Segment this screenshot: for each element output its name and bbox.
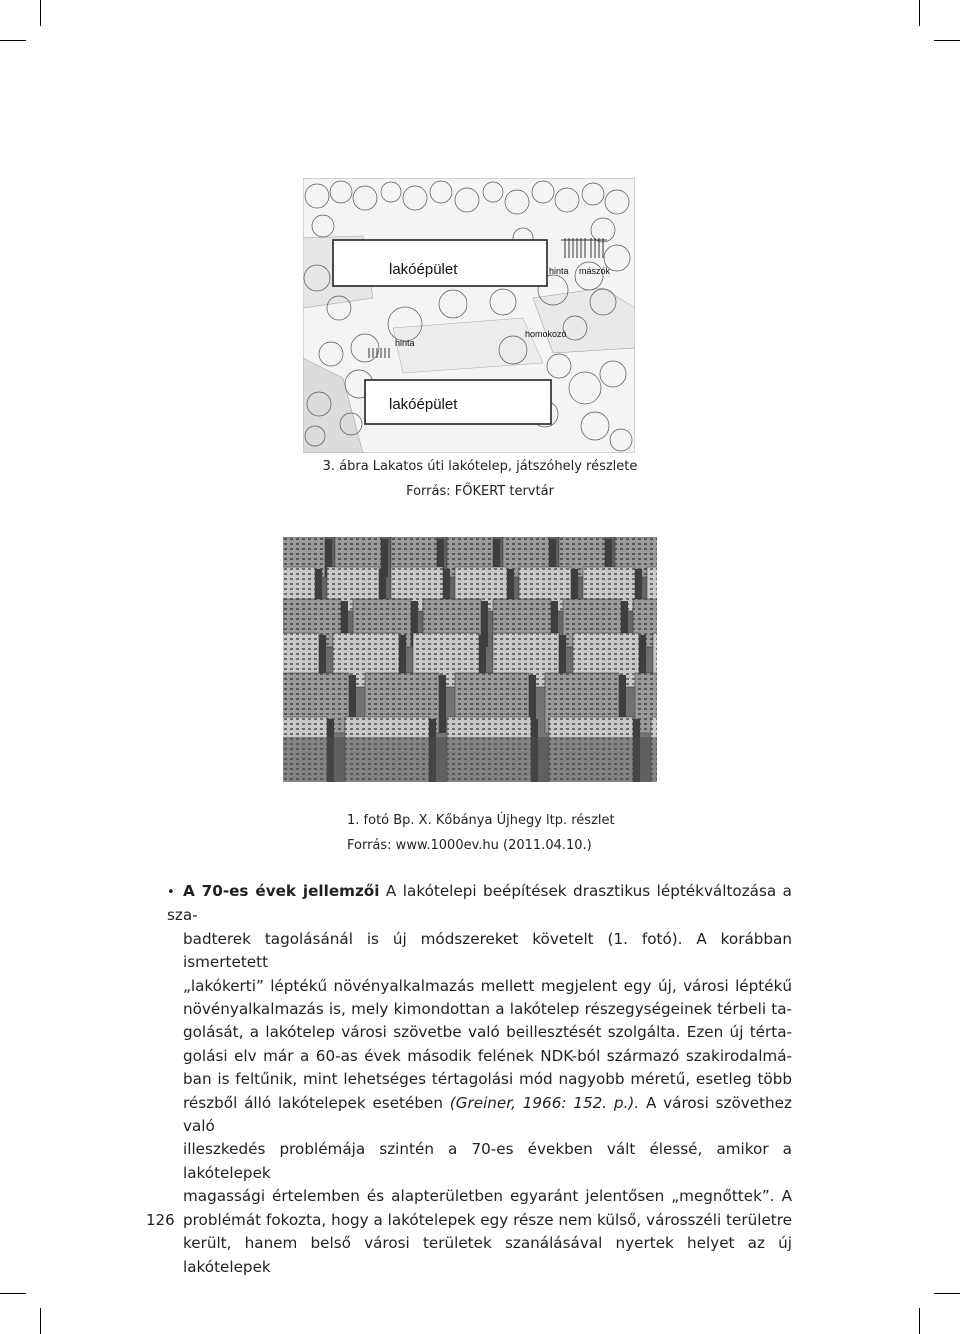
figure3-caption-title: 3. ábra Lakatos úti lakótelep, játszóhely részlete bbox=[322, 459, 638, 474]
label-climber: mászók bbox=[579, 266, 611, 276]
label-sandbox: homokozó bbox=[525, 329, 567, 339]
playground-site-plan bbox=[303, 178, 635, 453]
citation: (Greiner, 1966: 152. p.). bbox=[449, 1093, 640, 1112]
label-building-bottom: lakóépület bbox=[389, 396, 458, 413]
label-building-top: lakóépület bbox=[389, 261, 458, 278]
body-line-12: került, hanem belső városi területek szanálásával nyertek helyet az új lakótelepek bbox=[183, 1234, 792, 1276]
figure3-caption-source: Forrás: FŐKERT tervtár bbox=[406, 484, 554, 499]
bullet-icon: • bbox=[167, 885, 175, 900]
body-line-4: növényalkalmazás is, mely kimondottan a lakótelep részegységeinek térbeli ta- bbox=[183, 1000, 792, 1019]
crop-mark-bottom-right-horizontal bbox=[934, 1293, 960, 1294]
body-line-1: • A 70-es évek jellemzői A lakótelepi beépítések drasztikus léptékváltozása a sza- bbox=[167, 882, 792, 925]
body-line-8: részből álló lakótelepek esetében (Greiner, 1966: 152. p.). A városi szövethez való bbox=[183, 1093, 792, 1136]
crop-mark-bottom-left bbox=[40, 1308, 41, 1334]
photo1-caption-title: 1. fotó Bp. X. Kőbánya Újhegy ltp. részlet bbox=[347, 813, 615, 828]
photo1-caption-source: Forrás: www.1000ev.hu (2011.04.10.) bbox=[347, 838, 592, 853]
crop-mark-bottom-left-horizontal bbox=[0, 1293, 26, 1294]
page-number: 126 bbox=[146, 1211, 175, 1229]
body-text bbox=[167, 880, 792, 1279]
body-line-5: golását, a lakótelep városi szövetbe való beillesztését szolgálta. Ezen új térta- bbox=[183, 1023, 792, 1042]
section-heading: A 70-es évek jellemzői bbox=[183, 882, 380, 900]
crop-mark-right-horizontal bbox=[934, 40, 960, 41]
crop-mark-left-horizontal bbox=[0, 40, 26, 41]
label-swing-left: hinta bbox=[395, 338, 415, 348]
body-line-2: badterek tagolásánál is új módszereket követelt (1. fotó). A korábban ismertetett bbox=[183, 929, 792, 972]
body-line-3: „lakókerti” léptékű növényalkalmazás mellett megjelent egy új, városi léptékű bbox=[183, 976, 792, 995]
body-line-10: magassági értelemben és alapterületben egyaránt jelentősen „megnőttek”. A bbox=[183, 1187, 792, 1206]
label-swing-top: hinta bbox=[549, 266, 569, 276]
crop-mark-top-right bbox=[919, 0, 920, 26]
body-line-9: illeszkedés problémája szintén a 70-es években vált élessé, amikor a lakótelepek bbox=[183, 1140, 792, 1182]
housing-estate-aerial-photo bbox=[283, 537, 657, 782]
crop-mark-top-left bbox=[40, 0, 41, 26]
crop-mark-bottom-right bbox=[919, 1308, 920, 1334]
body-line-6: golási elv már a 60-as évek második felének NDK-ból származó szakirodalmá- bbox=[183, 1046, 792, 1065]
body-line-7: ban is feltűnik, mint lehetséges tértagolási mód nagyobb méretű, esetleg több bbox=[183, 1070, 792, 1089]
body-line-11: problémát fokozta, hogy a lakótelepek egy része nem külső, városszéli területre bbox=[183, 1210, 792, 1229]
